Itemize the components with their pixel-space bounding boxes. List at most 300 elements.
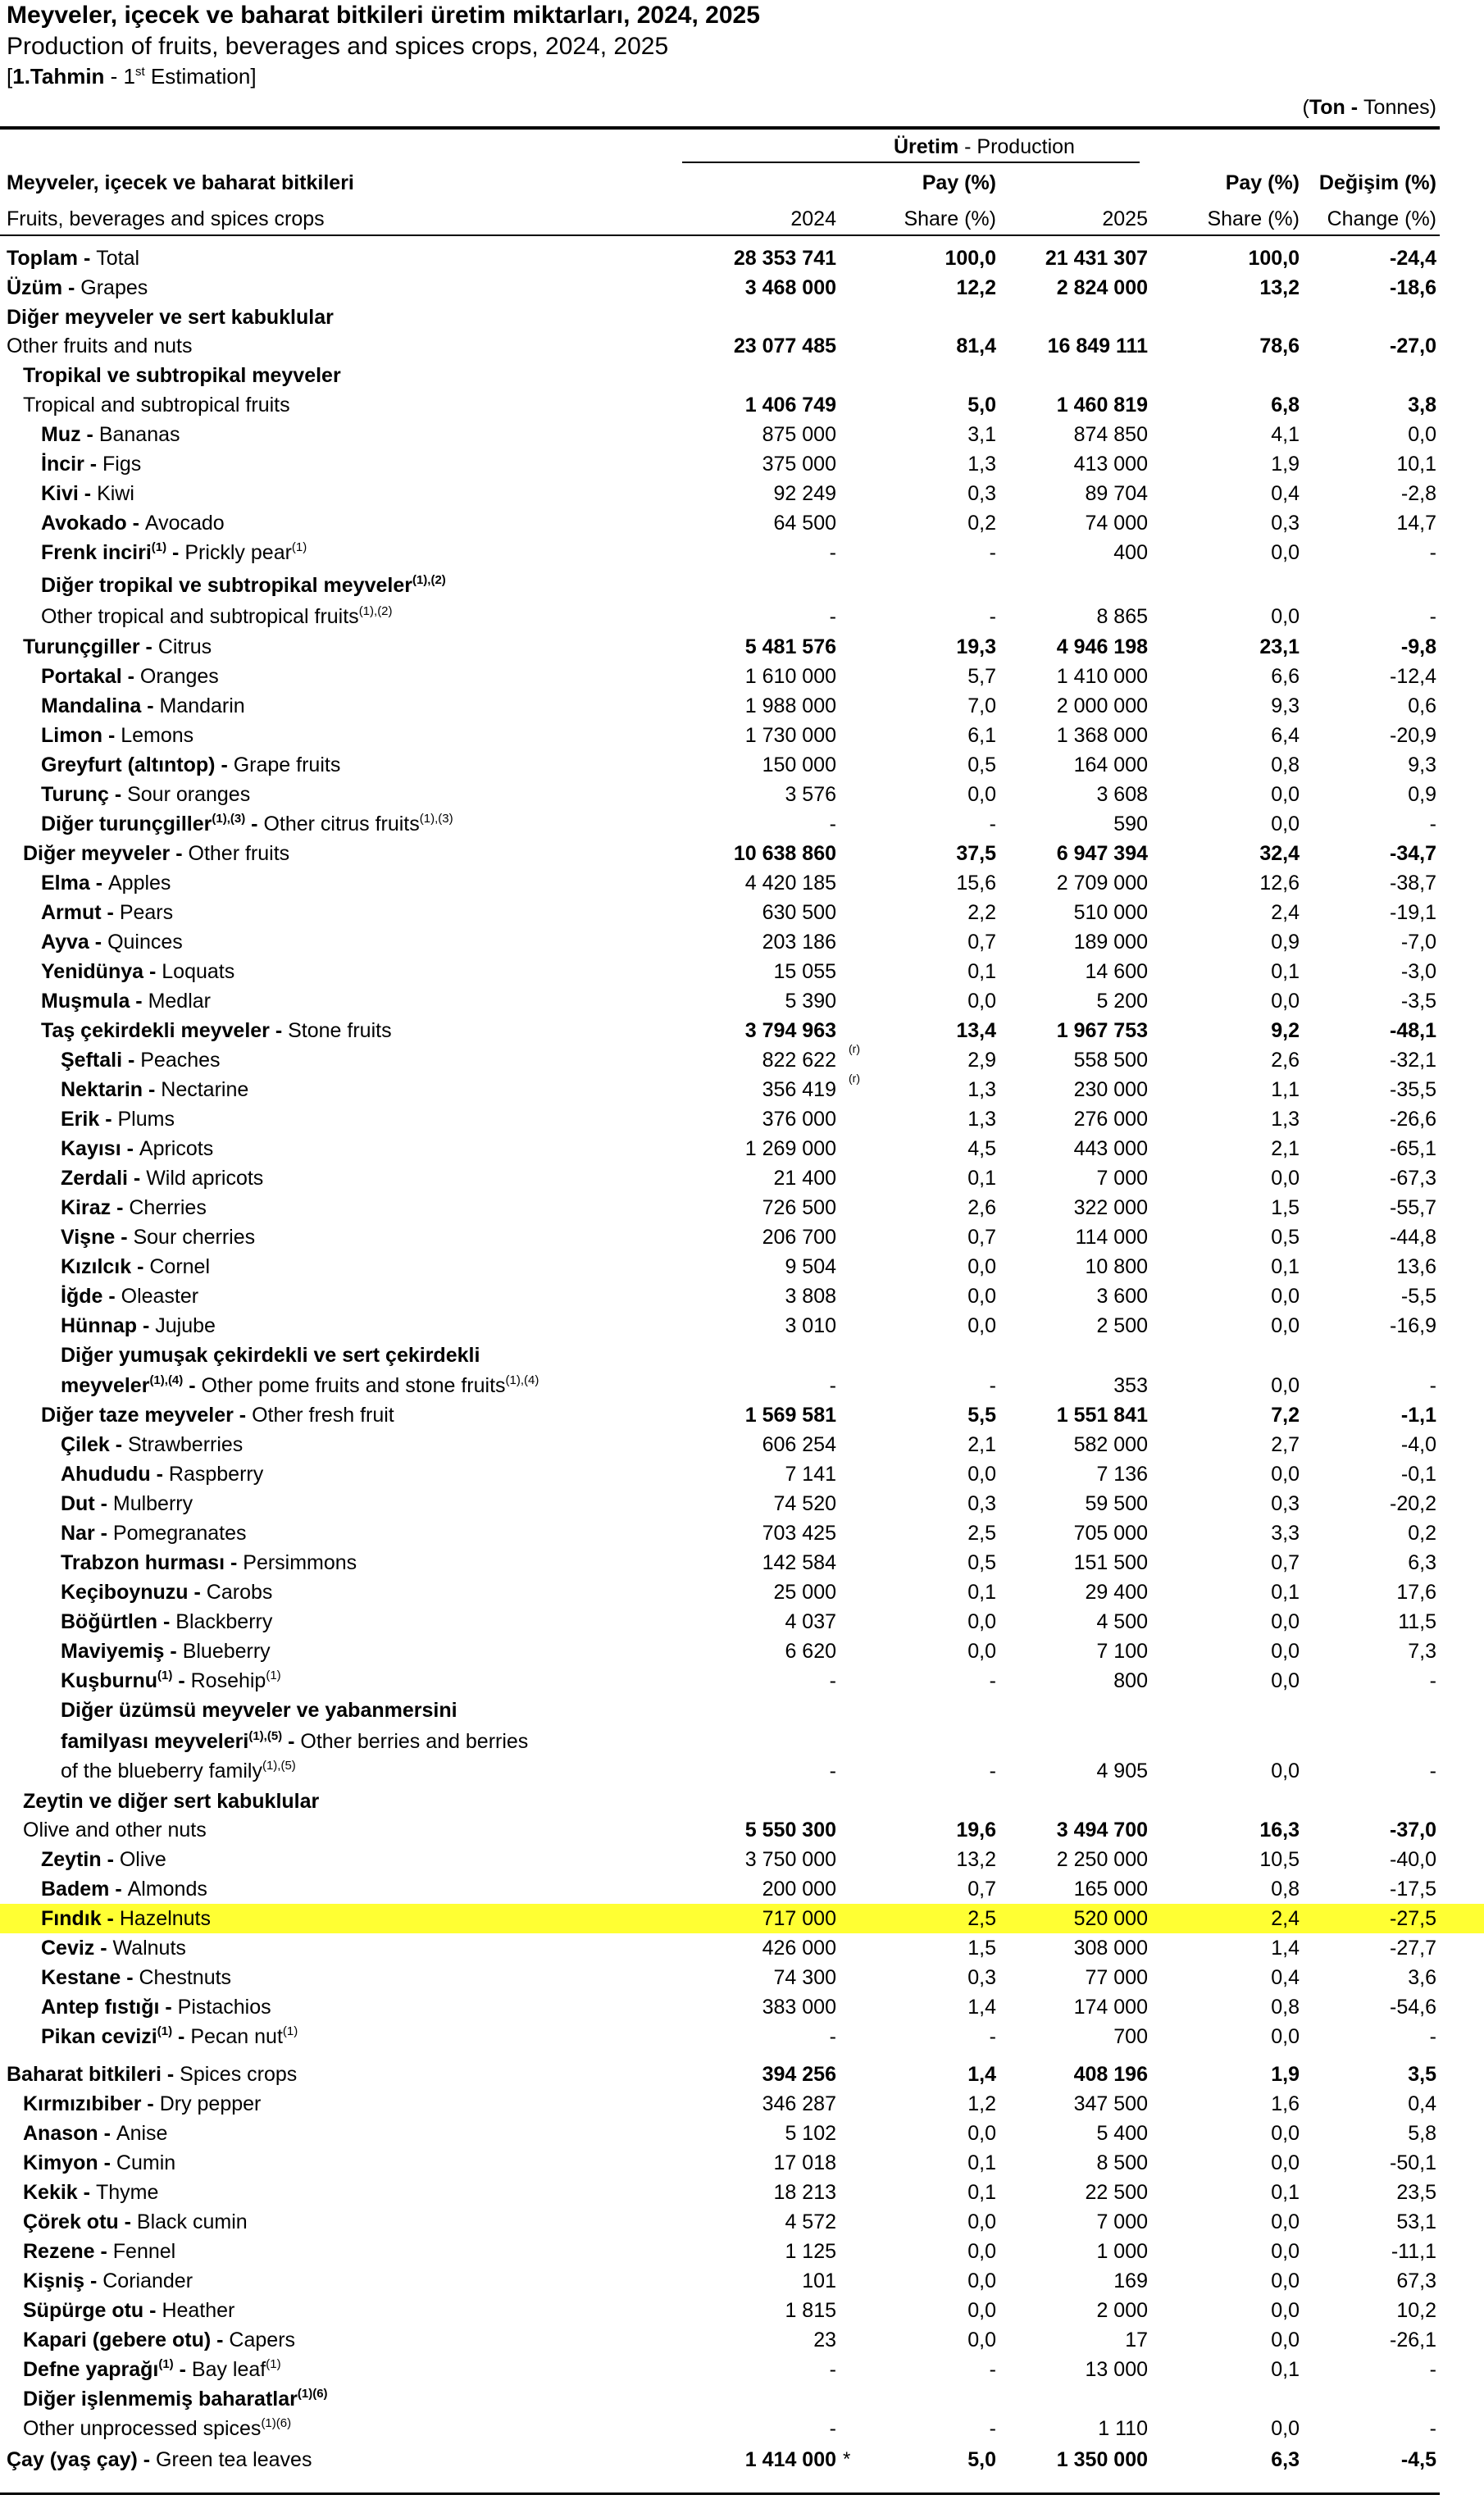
cell-value-2025: 1 967 753 [1056, 1019, 1148, 1042]
cell-value-2024: 822 622 [762, 1049, 836, 1072]
row-label: İncir - Figs [41, 453, 142, 476]
cell-share-2024: 0,0 [967, 2240, 996, 2263]
cell-share-2025: 6,8 [1271, 394, 1300, 417]
cell-value-2025: 16 849 111 [1047, 335, 1148, 357]
cell-change-pct: -12,4 [1390, 665, 1436, 688]
cell-value-2025: 6 947 394 [1056, 842, 1148, 865]
cell-value-2025: 276 000 [1073, 1108, 1148, 1131]
table-row [0, 839, 1484, 868]
cell-value-2025: 1 110 [1098, 2417, 1148, 2440]
row-label-en: Black cumin [136, 2210, 248, 2233]
row-label: Zeytin - Olive [41, 1848, 166, 1871]
row-label-tr-footnote: (1),(5) [248, 1729, 283, 1743]
row-label-tr: Diğer turunçgiller [41, 813, 212, 835]
row-label: Diğer turunçgiller$^{(1),(3)}$ - Other citrus fruits$^{(1),(3)}$ [41, 812, 453, 835]
cell-share-2025: 10,5 [1259, 1848, 1300, 1871]
row-label-tr: Erik [61, 1108, 100, 1131]
cell-share-2025: 2,7 [1271, 1433, 1300, 1456]
cell-share-2025: 4,1 [1271, 423, 1300, 446]
cell-share-2025: 1,3 [1271, 1108, 1300, 1131]
cell-share-2025: 0,0 [1271, 605, 1300, 628]
header-share-en-2025: Share (%) [1207, 207, 1300, 230]
cell-share-2025: 0,0 [1271, 2329, 1300, 2351]
row-label-en: Rosehip [190, 1669, 266, 1692]
cell-change-pct: 10,2 [1396, 2299, 1436, 2322]
table-row [0, 1400, 1484, 1430]
cell-value-2025: 705 000 [1073, 1522, 1148, 1545]
cell-value-2025: 114 000 [1075, 1226, 1148, 1249]
cell-share-2025: 0,0 [1271, 783, 1300, 806]
cell-share-2024: 15,6 [956, 872, 996, 895]
cell-value-2024: 74 520 [773, 1492, 836, 1515]
cell-share-2025: 100,0 [1248, 247, 1300, 270]
cell-share-2025: 0,0 [1271, 541, 1300, 564]
row-label-tr: Kiraz [61, 1196, 112, 1219]
row-label-tr: Maviyemiş [61, 1640, 165, 1663]
row-label-en: Apricots [139, 1137, 214, 1160]
row-label: Portakal - Oranges [41, 665, 219, 688]
cell-value-2024: 15 055 [773, 960, 836, 983]
revised-mark: (r) [849, 1042, 860, 1055]
row-label-tr-footnote: (1),(4) [149, 1373, 184, 1387]
cell-share-2024: 0,0 [967, 1314, 996, 1337]
row-label-tr: Greyfurt (altıntop) [41, 753, 216, 776]
row-label-en-footnote: (1),(5) [262, 1759, 296, 1773]
row-label-tr: Limon [41, 724, 102, 747]
cell-change-pct: -4,0 [1400, 1433, 1436, 1456]
cell-value-2025: 7 000 [1096, 2210, 1148, 2233]
row-label-en: Raspberry [168, 1463, 264, 1486]
cell-value-2024: 64 500 [773, 512, 836, 535]
table-row [0, 632, 1484, 662]
cell-share-2025: 1,9 [1271, 453, 1300, 476]
revised-mark: (r) [849, 1072, 860, 1085]
row-label-tr: Diğer meyveler ve sert kabuklular [7, 306, 334, 329]
cell-change-pct: -2,8 [1400, 482, 1436, 505]
table-row [0, 1607, 1484, 1637]
cell-change-pct: -18,6 [1390, 276, 1436, 299]
cell-share-2024: 100,0 [945, 247, 996, 270]
row-label-tr-footnote: (1) [151, 540, 167, 554]
row-label-en: Figs [102, 453, 142, 476]
row-label: Kekik - Thyme [23, 2181, 159, 2204]
cell-value-2024: 142 584 [762, 1551, 836, 1574]
cell-change-pct: 53,1 [1396, 2210, 1436, 2233]
row-label-tr: Süpürge otu [23, 2299, 144, 2322]
cell-change-pct: -44,8 [1390, 1226, 1436, 1249]
row-label: Ceviz - Walnuts [41, 1937, 186, 1960]
cell-change-pct: -50,1 [1390, 2151, 1436, 2174]
row-label: Kivi - Kiwi [41, 482, 134, 505]
cell-share-2024: 2,6 [967, 1196, 996, 1219]
row-label-en: Blackberry [175, 1610, 273, 1633]
cell-value-2024: 703 425 [762, 1522, 836, 1545]
table-row [0, 691, 1484, 721]
cell-share-2025: 0,0 [1271, 990, 1300, 1013]
row-label-en: Walnuts [112, 1937, 186, 1960]
table-row [0, 2148, 1484, 2178]
cell-share-2024: 0,0 [967, 2269, 996, 2292]
row-label-tr: Defne yaprağı [23, 2358, 159, 2381]
row-label: Turunç - Sour oranges [41, 783, 251, 806]
header-year-2025: 2025 [1102, 207, 1148, 230]
cell-share-2025: 0,0 [1271, 1314, 1300, 1337]
cell-share-2025: 6,6 [1271, 665, 1300, 688]
cell-share-2025: 13,2 [1259, 276, 1300, 299]
cell-share-2025: 16,3 [1259, 1819, 1300, 1842]
cell-share-2024: 1,3 [967, 453, 996, 476]
cell-share-2024: - [989, 1760, 996, 1782]
table-row [0, 898, 1484, 927]
cell-share-2025: 0,0 [1271, 2151, 1300, 2174]
cell-value-2024: 394 256 [762, 2063, 836, 2086]
cell-share-2025: 0,0 [1271, 1669, 1300, 1692]
cell-value-2024: 3 750 000 [744, 1848, 836, 1871]
row-label-en: Other unprocessed spices [23, 2417, 262, 2440]
row-label-tr: Muşmula [41, 990, 130, 1013]
cell-value-2024: 150 000 [762, 753, 836, 776]
cell-share-2025: 3,3 [1271, 1522, 1300, 1545]
cell-value-2024: 4 572 [785, 2210, 836, 2233]
row-label-en: Peaches [140, 1049, 221, 1072]
cell-value-2024: 3 010 [785, 1314, 836, 1337]
row-label-en: Anise [116, 2122, 168, 2145]
row-label: Maviyemiş - Blueberry [61, 1640, 271, 1663]
cell-value-2025: 1 460 819 [1056, 394, 1148, 417]
cell-change-pct: -11,1 [1391, 2240, 1436, 2263]
cell-share-2024: 0,0 [967, 1255, 996, 1278]
cell-value-2024: 726 500 [762, 1196, 836, 1219]
cell-share-2025: 0,0 [1271, 1374, 1300, 1397]
cell-share-2025: 0,0 [1271, 2240, 1300, 2263]
table-row [0, 1459, 1484, 1489]
row-label-en: Thyme [95, 2181, 159, 2204]
cell-value-2025: 510 000 [1073, 901, 1148, 924]
cell-change-pct: -0,1 [1400, 1463, 1436, 1486]
row-label-tr: Dut [61, 1492, 95, 1515]
cell-share-2024: - [989, 2025, 996, 2048]
table-row [0, 1787, 1484, 1816]
cell-share-2024: 1,4 [967, 1996, 996, 2019]
row-label: Ayva - Quinces [41, 931, 183, 954]
cell-value-2025: 413 000 [1073, 453, 1148, 476]
cell-change-pct: -38,7 [1390, 872, 1436, 895]
cell-value-2024: 630 500 [762, 901, 836, 924]
cell-value-2025: 7 100 [1096, 1640, 1148, 1663]
cell-share-2024: 13,2 [956, 1848, 996, 1871]
cell-share-2025: 1,1 [1271, 1078, 1300, 1101]
cell-change-pct: -7,0 [1400, 931, 1436, 954]
cell-change-pct: 23,5 [1396, 2181, 1436, 2204]
row-label-en: Jujube [155, 1314, 216, 1337]
row-label [41, 602, 393, 631]
cell-share-2024: 0,0 [967, 2299, 996, 2322]
cell-value-2025: 353 [1113, 1374, 1148, 1397]
cell-share-2025: 0,0 [1271, 1285, 1300, 1308]
table-row [0, 986, 1484, 1016]
row-label-en: Cherries [129, 1196, 207, 1219]
cell-value-2025: 347 500 [1073, 2092, 1148, 2115]
cell-value-2025: 1 368 000 [1056, 724, 1148, 747]
table-row [0, 1727, 1484, 1756]
row-label-tr: Ayva [41, 931, 89, 954]
cell-value-2024: 25 000 [773, 1581, 836, 1604]
cell-share-2025: 0,1 [1271, 1581, 1300, 1604]
row-label-tr: Zeytin [41, 1848, 102, 1871]
row-label-tr-footnote: (1) [158, 2357, 174, 2371]
row-label-en: Pears [119, 901, 174, 924]
cell-change-pct: -34,7 [1390, 842, 1436, 865]
row-label: Trabzon hurması - Persimmons [61, 1551, 357, 1574]
row-label-tr: Diğer taze meyveler [41, 1404, 239, 1427]
cell-value-2024: 17 018 [773, 2151, 836, 2174]
table-row [0, 1371, 1484, 1400]
cell-change-pct: - [1429, 813, 1436, 835]
table-row [0, 449, 1484, 479]
row-label-tr: Tropikal ve subtropikal meyveler [23, 364, 341, 387]
row-label-tr-footnote: (1) [157, 1669, 173, 1682]
cell-value-2024: 3 808 [785, 1285, 836, 1308]
cell-value-2025: 169 [1113, 2269, 1148, 2292]
row-label: Antep fıstığı - Pistachios [41, 1996, 271, 2019]
cell-change-pct: 5,8 [1408, 2122, 1436, 2145]
cell-change-pct: - [1429, 605, 1436, 628]
row-label-en: Strawberries [127, 1433, 244, 1456]
row-label-en: Oranges [139, 665, 219, 688]
cell-value-2024: 5 390 [785, 990, 836, 1013]
row-label-en: Green tea leaves [156, 2448, 312, 2471]
cell-share-2024: 12,2 [956, 276, 996, 299]
table-row [0, 361, 1484, 390]
cell-change-pct: -54,6 [1390, 1996, 1436, 2019]
cell-share-2024: - [989, 1669, 996, 1692]
cell-value-2025: 1 000 [1096, 2240, 1148, 2263]
cell-share-2025: 6,4 [1271, 724, 1300, 747]
cell-value-2025: 14 600 [1085, 960, 1148, 983]
table-row [0, 868, 1484, 898]
row-label-tr: Çörek otu [23, 2210, 119, 2233]
cell-value-2024: 5 550 300 [744, 1819, 836, 1842]
row-label-tr: Vişne [61, 1226, 116, 1249]
row-label-en: Apples [107, 872, 171, 895]
cell-value-2025: 4 905 [1096, 1760, 1148, 1782]
row-label-tr: Böğürtlen [61, 1610, 158, 1633]
row-label-en: Carobs [206, 1581, 273, 1604]
row-label-tr: Taş çekirdekli meyveler [41, 1019, 270, 1042]
row-label-tr: İncir [41, 453, 84, 476]
table-row [0, 2414, 1484, 2443]
row-label: Greyfurt (altıntop) - Grape fruits [41, 753, 341, 776]
cell-share-2024: 0,1 [967, 960, 996, 983]
row-label [23, 361, 341, 390]
row-label-tr: Kestane [41, 1966, 121, 1989]
cell-value-2025: 21 431 307 [1045, 247, 1148, 270]
table-title-tr: Meyveler, içecek ve baharat bitkileri üretim miktarları, 2024, 2025 [7, 2, 760, 29]
table-row [0, 1072, 1484, 1104]
row-label: Avokado - Avocado [41, 512, 225, 535]
cell-value-2025: 89 704 [1085, 482, 1148, 505]
cell-share-2025: 23,1 [1259, 635, 1300, 658]
cell-change-pct: -5,5 [1400, 1285, 1436, 1308]
table-row [0, 508, 1484, 538]
cell-share-2025: 0,0 [1271, 1610, 1300, 1633]
row-label-en: of the blueberry family [61, 1760, 262, 1782]
cell-value-2024: 346 287 [762, 2092, 836, 2115]
cell-value-2025: 582 000 [1073, 1433, 1148, 1456]
cell-value-2025: 3 608 [1096, 783, 1148, 806]
cell-share-2024: 0,2 [967, 512, 996, 535]
table-row [0, 1577, 1484, 1607]
table-row [0, 331, 1484, 361]
cell-share-2024: - [989, 813, 996, 835]
row-label-en: Almonds [127, 1878, 207, 1901]
row-label-en: Bananas [98, 423, 180, 446]
table-title-en: Production of fruits, beverages and spices crops, 2024, 2025 [7, 33, 669, 60]
cell-value-2024: 10 638 860 [733, 842, 836, 865]
cell-value-2024: 5 102 [785, 2122, 836, 2145]
top-rule [0, 126, 1440, 130]
table-row [0, 1341, 1484, 1370]
cell-value-2025: 308 000 [1073, 1937, 1148, 1960]
table-row [0, 1696, 1484, 1725]
cell-value-2024: 1 610 000 [744, 665, 836, 688]
table-row [0, 1963, 1484, 1992]
row-label-en-footnote: (1)(6) [261, 2416, 292, 2430]
cell-value-2025: 1 410 000 [1056, 665, 1148, 688]
cell-share-2024: - [989, 2358, 996, 2381]
cell-share-2024: - [989, 2417, 996, 2440]
row-label-en: Loquats [162, 960, 235, 983]
row-label-en: Mandarin [159, 694, 245, 717]
row-label: Keçiboynuzu - Carobs [61, 1581, 273, 1604]
row-label-en: Cumin [116, 2151, 176, 2174]
table-row [0, 1104, 1484, 1134]
row-label-tr: Portakal [41, 665, 122, 688]
cell-change-pct: - [1429, 2417, 1436, 2440]
cell-share-2025: 7,2 [1271, 1404, 1300, 1427]
cell-change-pct: 3,5 [1408, 2063, 1436, 2086]
row-label-tr: Trabzon hurması [61, 1551, 225, 1574]
cell-value-2024: - [829, 1669, 836, 1692]
header-change-tr: Değişim (%) [1318, 171, 1436, 194]
cell-value-2025: 1 350 000 [1056, 2448, 1148, 2471]
row-label-en: Wild apricots [146, 1167, 264, 1190]
cell-value-2024: 375 000 [762, 453, 836, 476]
cell-value-2024: 5 481 576 [744, 635, 836, 658]
row-label: Nektarin - Nectarine [61, 1078, 249, 1101]
row-label-tr: Diğer meyveler [23, 842, 176, 865]
row-label: Diğer meyveler - Other fruits [23, 842, 290, 865]
row-label: Elma - Apples [41, 872, 171, 895]
row-label: Mandalina - Mandarin [41, 694, 245, 717]
row-label-tr: Rezene [23, 2240, 95, 2263]
cell-share-2024: 0,0 [967, 1285, 996, 1308]
cell-value-2024: 18 213 [773, 2181, 836, 2204]
row-label-en: Fennel [112, 2240, 176, 2263]
row-label: Kiraz - Cherries [61, 1196, 207, 1219]
cell-value-2024: 74 300 [773, 1966, 836, 1989]
cell-share-2024: 2,5 [967, 1907, 996, 1930]
cell-share-2025: 0,0 [1271, 813, 1300, 835]
table-row [0, 1163, 1484, 1193]
row-label-en: Pecan nut [190, 2025, 283, 2048]
cell-share-2025: 0,0 [1271, 2417, 1300, 2440]
estimate-note-en-pre: 1 [123, 64, 136, 89]
cell-value-2025: 4 946 198 [1056, 635, 1148, 658]
cell-value-2024: 383 000 [762, 1996, 836, 2019]
row-label-tr: Toplam [7, 247, 79, 270]
row-label-en: Avocado [144, 512, 225, 535]
table-row [0, 662, 1484, 691]
row-label: Fındık - Hazelnuts [41, 1907, 211, 1930]
row-label-tr: Diğer yumuşak çekirdekli ve sert çekirdekli [61, 1344, 480, 1367]
row-label-en: Oleaster [121, 1285, 199, 1308]
cell-share-2025: 32,4 [1259, 842, 1300, 865]
cell-share-2024: 19,6 [956, 1819, 996, 1842]
cell-value-2024: 376 000 [762, 1108, 836, 1131]
row-label-tr-footnote: (1),(2) [412, 573, 446, 587]
cell-value-2025: 4 500 [1096, 1610, 1148, 1633]
cell-share-2025: 0,0 [1271, 2269, 1300, 2292]
table-row [0, 1311, 1484, 1341]
header-share-tr-2024: Pay (%) [922, 171, 996, 194]
cell-share-2024: 5,5 [967, 1404, 996, 1427]
row-label-en: Other citrus fruits [263, 813, 420, 835]
cell-value-2025: 7 000 [1096, 1167, 1148, 1190]
cell-share-2024: 0,7 [967, 1226, 996, 1249]
row-label [61, 1341, 480, 1370]
cell-change-pct: - [1429, 1669, 1436, 1692]
cell-value-2024: 92 249 [773, 482, 836, 505]
row-label-en: Medlar [148, 990, 211, 1013]
row-label-tr: Elma [41, 872, 90, 895]
row-label: Kuşburnu$^{(1)}$ - Rosehip$^{(1)}$ [61, 1669, 281, 1692]
row-label: Kızılcık - Cornel [61, 1255, 211, 1278]
row-label [61, 1696, 457, 1725]
row-label: Defne yaprağı$^{(1)}$ - Bay leaf$^{(1)}$ [23, 2357, 281, 2381]
table-row [0, 1252, 1484, 1282]
row-label-tr: Pikan cevizi [41, 2025, 157, 2048]
cell-value-2025: 590 [1113, 813, 1148, 835]
cell-share-2025: 1,6 [1271, 2092, 1300, 2115]
row-label: Pikan cevizi$^{(1)}$ - Pecan nut$^{(1)}$ [41, 2024, 298, 2048]
cell-value-2024: - [829, 2358, 836, 2381]
row-label-en: Lemons [121, 724, 194, 747]
cell-value-2024: 1 269 000 [744, 1137, 836, 1160]
cell-change-pct: 11,5 [1398, 1610, 1436, 1633]
row-label-en-footnote: (1) [291, 540, 307, 554]
cell-share-2025: 1,5 [1271, 1196, 1300, 1219]
cell-share-2025: 0,4 [1271, 482, 1300, 505]
cell-value-2025: 443 000 [1073, 1137, 1148, 1160]
row-label-tr-footnote: (1)(6) [297, 2387, 328, 2401]
cell-share-2025: 0,1 [1271, 2358, 1300, 2381]
cell-value-2025: 2 000 000 [1056, 694, 1148, 717]
cell-change-pct: -27,5 [1390, 1907, 1436, 1930]
cell-value-2024: 200 000 [762, 1878, 836, 1901]
row-label: Badem - Almonds [41, 1878, 207, 1901]
row-label-tr: Zerdali [61, 1167, 128, 1190]
cell-share-2024: 7,0 [967, 694, 996, 717]
cell-share-2024: 2,9 [967, 1049, 996, 1072]
table-row [0, 273, 1484, 303]
row-label-tr: Turunç [41, 783, 109, 806]
cell-share-2025: 9,2 [1271, 1019, 1300, 1042]
table-row [0, 809, 1484, 839]
unit-note: (Ton - Tonnes) [1302, 96, 1436, 119]
header-production: Üretim - Production [894, 135, 1075, 158]
row-label-en: Stone fruits [288, 1019, 392, 1042]
